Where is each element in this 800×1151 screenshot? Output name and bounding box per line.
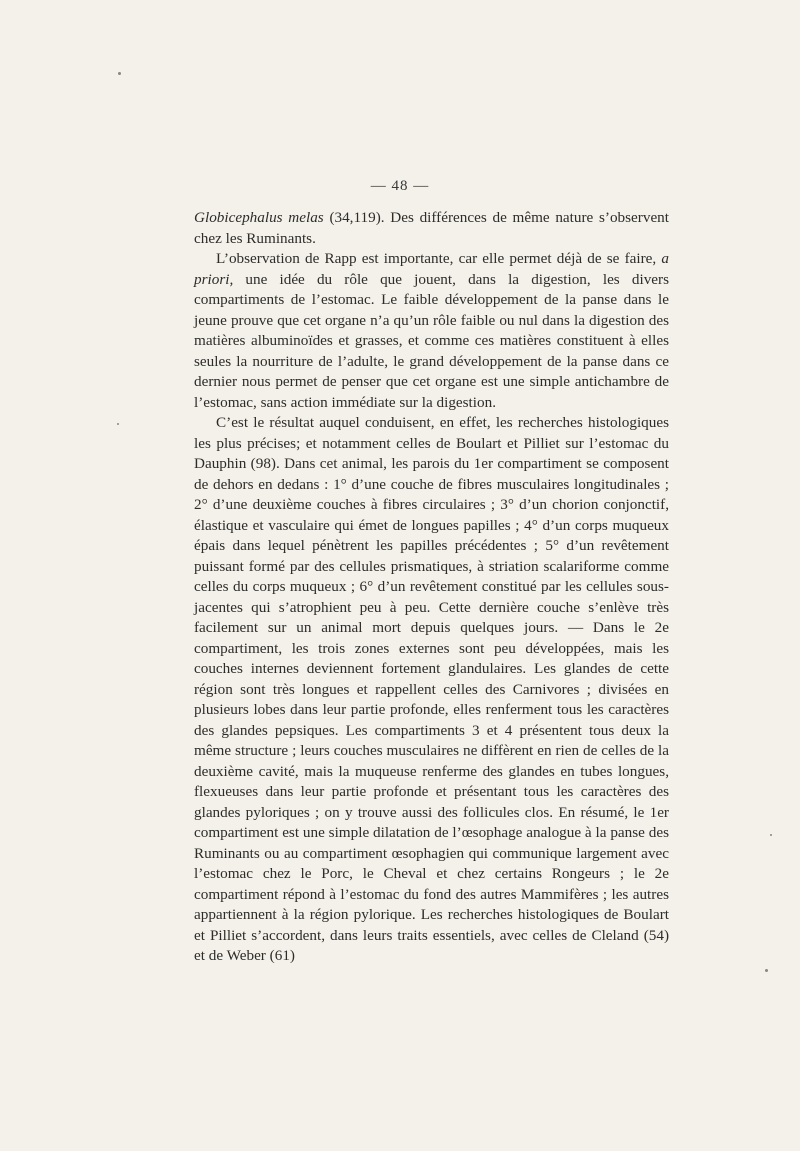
paragraph-2 xyxy=(194,249,669,413)
paragraph-1-text: (34,119). Des différences de même nature s’observent chez les Ruminants. xyxy=(194,209,669,247)
paragraph-1 xyxy=(194,208,669,249)
paragraph-2-text-after: une idée du rôle que jouent, dans la digestion, les divers compartiments de l’estomac. Le faible développement de la panse dans le jeune prouve que cet organe n’a qu’un rôle faible ou nul dans la digestion des matières albuminoïdes et grasses, et comme ces matières constituent à elles seules la nourriture de l’adulte, le grand développement de la panse dans ce dernier nous permet de penser que cet organe est une simple antichambre de l’estomac, sans action immédiate sur la digestion. xyxy=(194,270,669,411)
scan-speck xyxy=(765,969,768,972)
paragraph-2-text-before: L’observation de Rapp est importante, car elle permet déjà de se faire, xyxy=(216,250,662,267)
species-name: Globicephalus melas xyxy=(194,209,324,226)
body-text xyxy=(194,208,669,967)
scan-speck xyxy=(117,423,119,425)
paragraph-3 xyxy=(194,413,669,967)
page-number: — 48 — xyxy=(370,178,430,194)
paragraph-3-text: C’est le résultat auquel conduisent, en effet, les recherches histologiques les plus précises; et notamment celles de Boulart et Pilliet sur l’estomac du Dauphin (98). Dans cet animal, les parois du 1er compartiment se composent de dehors en dedans : 1° d’une couche de fibres musculaires longitudinales ; 2° d’une deuxième couches à fibres circulaires ; 3° d’un chorion conjonctif, élastique et vasculaire qui émet de longues papilles ; 4° d’un corps muqueux épais dans lequel pénètrent les papilles précédentes ; 5° d’un revêtement puissant formé par des cellules prismatiques, à striation scalariforme comme celles du corps muqueux ; 6° d’un revêtement constitué par les cellules sous-jacentes qui s’atrophient peu à peu. Cette dernière couche s’enlève très facilement sur un animal mort depuis quelques jours. — Dans le 2e compartiment, les trois zones externes sont peu développées, mais les couches internes deviennent fortement glandulaires. Les glandes de cette région sont très longues et rappellent celles des Carnivores ; divisées en plusieurs lobes dans leur partie profonde, elles renferment tous les caractères des glandes pepsiques. Les compartiments 3 et 4 présentent tous deux la même structure ; leurs couches musculaires ne diffèrent en rien de celles de la deuxième cavité, mais la muqueuse renferme des glandes en tubes longues, flexueuses dans leur partie profonde et présentant tous les caractères des glandes pyloriques ; on y trouve aussi des follicules clos. En résumé, le 1er compartiment est une simple dilatation de l’œsophage analogue à la panse des Ruminants ou au compartiment œsophagien qui communique largement avec l’estomac chez le Porc, le Cheval et chez certains Rongeurs ; le 2e compartiment répond à l’estomac du fond des autres Mammifères ; les autres appartiennent à la région pylorique. Les recherches histologiques de Boulart et Pilliet s’accordent, dans leurs traits essentiels, avec celles de Cleland (54) et de Weber (61) xyxy=(194,414,669,964)
paragraph-2-italic: a priori, xyxy=(194,250,669,288)
scan-speck xyxy=(770,834,772,836)
scan-speck xyxy=(118,72,121,75)
